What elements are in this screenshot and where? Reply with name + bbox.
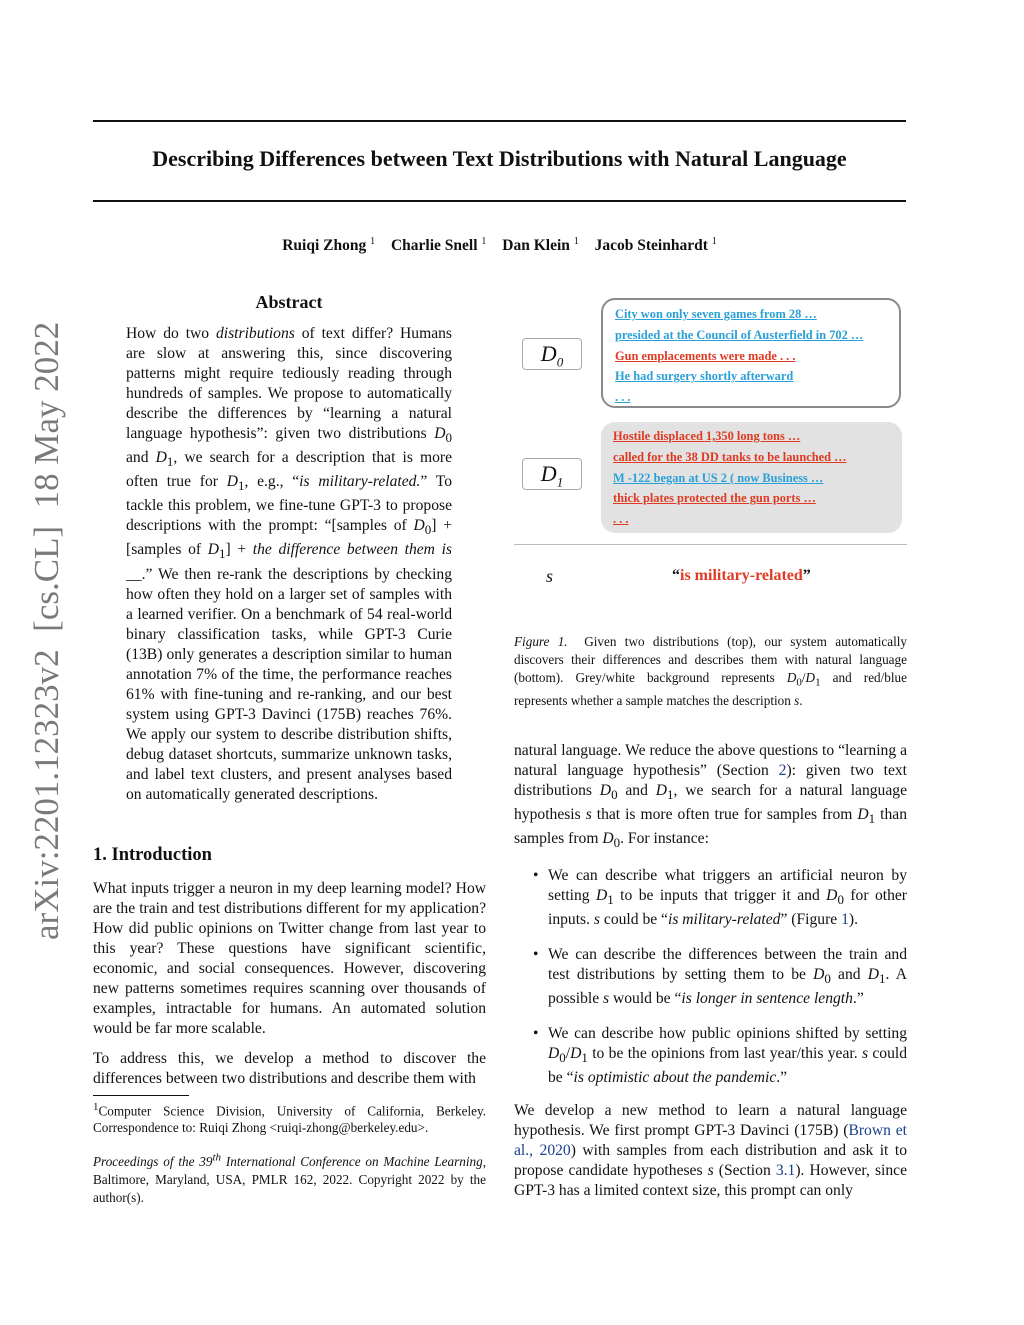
intro-paragraph-1: What inputs trigger a neuron in my deep learning model? How are the train and test distributions different for my application? How did public opinions on Twitter change from last year to this year? These questions have significant scientific, economic, and social consequences. However, discovering new patterns sometimes requires scanning over thousands of examples, intractable for humans. An automated solution would be far more scalable. [93, 880, 486, 1037]
d1-sample: . . . [613, 512, 629, 527]
d1-sample: Hostile displaced 1,350 long tons … [613, 429, 801, 443]
d1-sample: thick plates protected the gun ports … [613, 491, 816, 506]
title-bottom-rule [93, 200, 906, 202]
d0-sample: City won only seven games from 28 … [615, 307, 817, 321]
introduction-heading: 1. Introduction [93, 845, 212, 865]
d0-sample-box [601, 298, 901, 408]
figure-caption: Figure 1. Given two distributions (top), our system automatically discovers their differences and describes them with natural language (bottom). Grey/white background represents $D_0/D_1$ and red/blue represents whether a sample matches the description s. [514, 634, 908, 708]
hypothesis-symbol: s [546, 566, 554, 586]
paper-title: Describing Differences between Text Distributions with Natural Language [152, 146, 847, 171]
d0-label: $D_0$ [522, 338, 582, 370]
abstract-heading: Abstract [255, 292, 323, 312]
author: Charlie Snell $^1$ [390, 236, 487, 255]
list-item: • We can describe the differences between the train and test distributions by setting them to be $D_0$ and $D_1$. A possible s would be “is longer in sentence length.” [514, 945, 907, 1009]
list-item: • We can describe how public opinions shifted by setting $D_0/D_1$ to be the opinions from last year/this year. s could be “is optimistic about the pandemic.” [514, 1024, 907, 1088]
author: Ruiqi Zhong $^1$ [282, 236, 376, 255]
hypothesis-description: “is military-related” [672, 567, 811, 584]
footnote-rule [93, 1095, 189, 1096]
right-paragraph-2: We develop a new method to learn a natural language hypothesis. We first prompt GPT-3 Davinci (175B) (Brown et al., 2020) with samples from each distribution and ask it to propose candidate hypotheses s (Section 3.1). However, since GPT-3 has a limited context size, this prompt can only [514, 1102, 908, 1199]
abstract-text: How do two distributions of text differ? Humans are slow at answering this, since discovering patterns might require tediously reading through hundreds of samples. We propose to automatically describe the differences by “learning a natural language hypothesis”: given two distributions $D_0$ and $D_1$, we search for a description that is more often true for $D_1$, e.g., “is military-related.” To tackle this problem, we fine-tune GPT-3 to propose descriptions with the prompt: “[samples of $D_0$] + [samples of $D_1$] + the difference between them is __.” We then re-rank the descriptions by checking how often they hold on a larger set of samples with a learned verifier. On a benchmark of 54 real-world binary classification tasks, while GPT-3 Curie (13B) only generates a description similar to human annotation 7% of the time, the performance reaches 61% with fine-tuning and re-ranking, and our best system using GPT-3 Davinci (175B) reaches 76%. We apply our system to describe distribution shifts, debug dataset shortcuts, summarize unknown tasks, and label text clusters, and present analyses based on automatically generated descriptions. [126, 325, 452, 803]
d1-label: $D_1$ [522, 458, 582, 490]
d0-sample: He had surgery shortly afterward [615, 369, 794, 384]
footnote: $^1$Computer Science Division, University of California, Berkeley. Correspondence to: Ruiqi Zhong <ruiqi-zhong@berkeley.edu>. [93, 1101, 486, 1136]
example-list [514, 866, 907, 1103]
author: Jacob Steinhardt $^1$ [594, 236, 717, 255]
d0-sample: presided at the Council of Austerfield in 702 … [615, 327, 864, 342]
d0-sample: . . . [615, 390, 631, 405]
d1-sample-box [601, 422, 902, 533]
proceedings-note: Proceedings of the 39th International Conference on Machine Learning, Baltimore, Maryland, USA, PMLR 162, 2022. Copyright 2022 by the author(s). [93, 1152, 486, 1206]
intro-paragraph-2: To address this, we develop a method to discover the differences between two distributions and describe them with [93, 1050, 486, 1087]
author: Dan Klein $^1$ [502, 236, 579, 255]
title-top-rule [93, 120, 906, 122]
figure-divider [514, 544, 907, 545]
author-list [93, 236, 906, 255]
list-item: • We can describe what triggers an artificial neuron by setting $D_1$ to be inputs that trigger it and $D_0$ for other inputs. s could be “is military-related” (Figure 1). [514, 866, 907, 930]
d0-sample: Gun emplacements were made . . . [615, 348, 796, 363]
arxiv-identifier: arXiv:2201.12323v2 [cs.CL] 18 May 2022 [27, 321, 66, 940]
d1-sample: called for the 38 DD tanks to be launched … [613, 449, 847, 464]
right-paragraph-1: natural language. We reduce the above questions to “learning a natural language hypothesis” (Section 2): given two text distributions $D_0$ and $D_1$, we search for a natural language hypothesis s that is more often true for samples from $D_1$ than samples from $D_0$. For instance: [514, 742, 907, 851]
d1-sample: M -122 began at US 2 ( now Business … [613, 470, 824, 485]
